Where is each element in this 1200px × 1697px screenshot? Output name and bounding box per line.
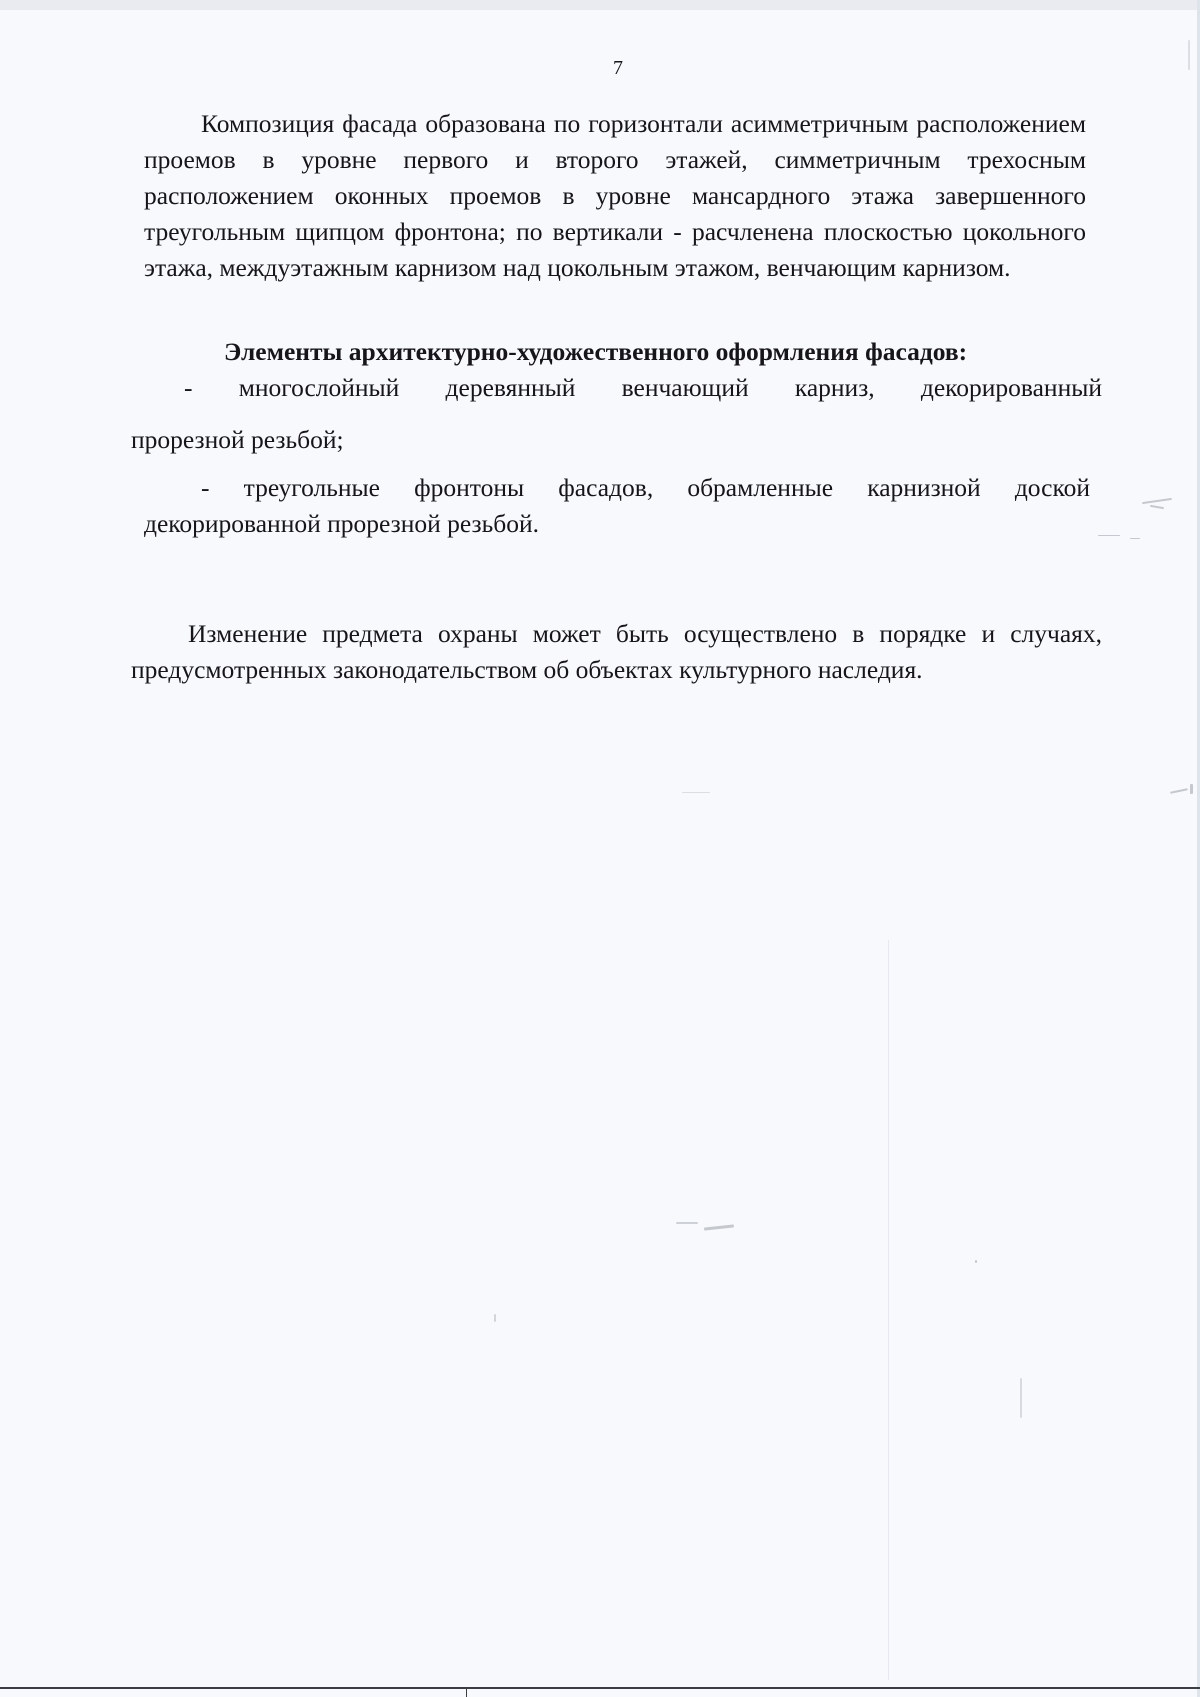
change-note-paragraph: Изменение предмета охраны может быть осуществлено в порядке и случаях, предусмотренных законодательством об объектах культурного наследия.: [131, 619, 1102, 684]
element-1-line-2: прорезной резьбой;: [131, 425, 344, 454]
elements-heading: Элементы архитектурно-художественного оформления фасадов:: [224, 337, 968, 366]
scan-speck: [1142, 498, 1172, 504]
scan-speck: [1190, 784, 1193, 794]
page-number: 7: [613, 57, 623, 79]
scan-crease-line: [888, 940, 889, 1680]
scan-bottom-tick: [466, 1687, 467, 1697]
scan-speck: [494, 1314, 496, 1322]
scan-speck: [704, 1224, 734, 1230]
scan-speck: [1170, 788, 1188, 794]
element-1-line-1: - многослойный деревянный венчающий карниз, декорированный: [184, 373, 1102, 402]
scan-speck: [1188, 40, 1190, 70]
scan-bottom-edge: [0, 1687, 1200, 1689]
scan-speck: [1130, 538, 1140, 539]
composition-paragraph: Композиция фасада образована по горизонтали асимметричным расположением проемов в уровне первого и второго этажей, симметричным трехосным расположением оконных проемов в уровне мансардного этажа завершенного треугольным щипцом фронтона; по вертикали - расчленена плоскостью цокольного этажа, междуэтажным карнизом над цокольным этажом, венчающим карнизом.: [144, 109, 1086, 282]
scan-speck: [1098, 535, 1120, 536]
element-2-paragraph: - треугольные фронтоны фасадов, обрамленные карнизной доской декорированной прорезной резьбой.: [144, 473, 1090, 538]
scan-speck: [1150, 505, 1164, 509]
scan-speck: [975, 1260, 977, 1263]
scan-top-edge: [0, 0, 1200, 10]
scan-speck: [1020, 1378, 1022, 1418]
scan-speck: [676, 1222, 698, 1224]
scan-speck: [682, 792, 710, 793]
